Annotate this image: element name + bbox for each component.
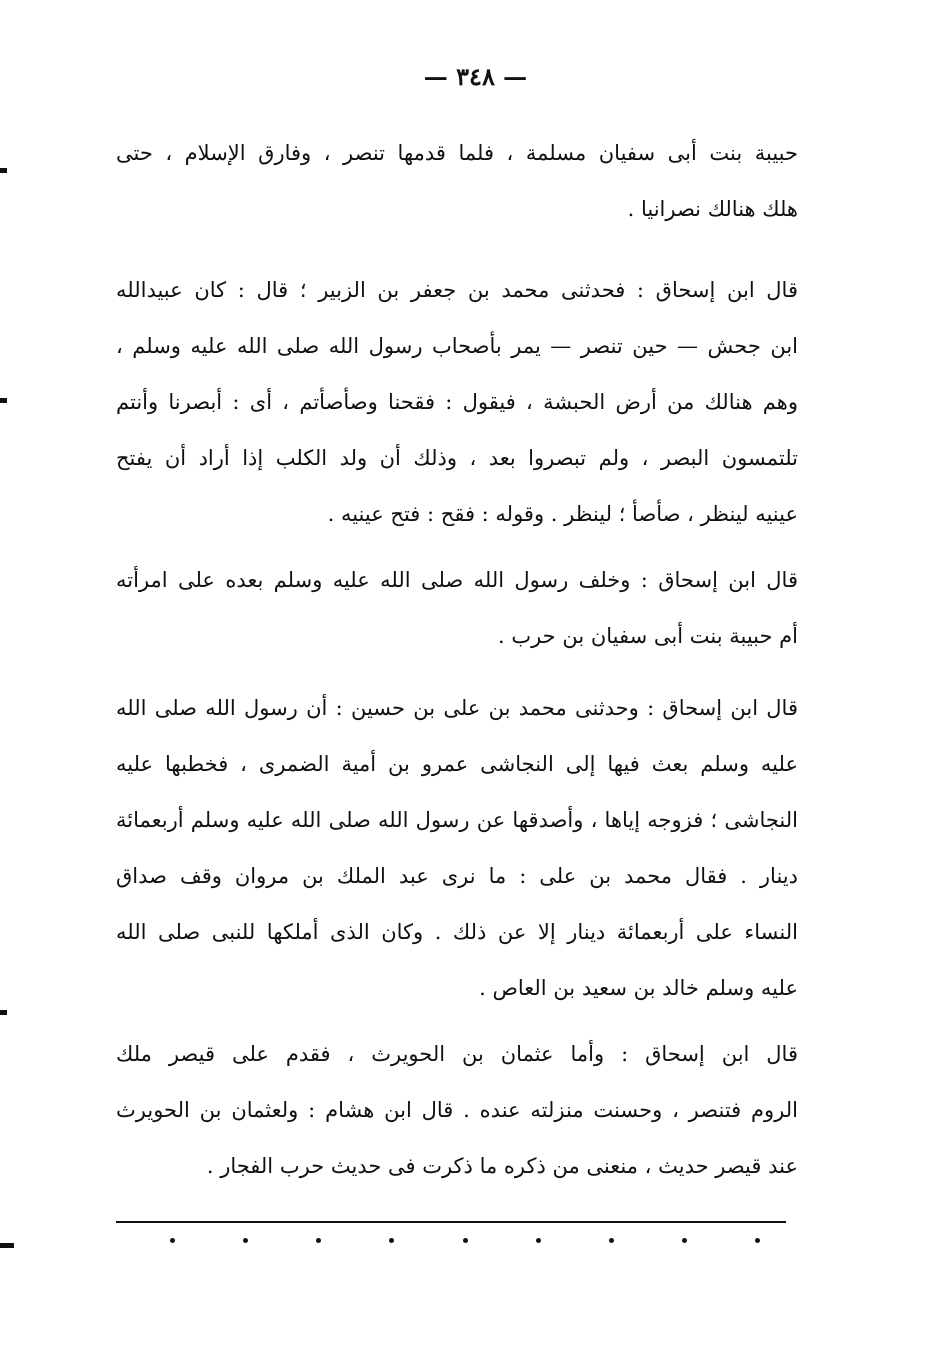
text-line: قال ابن إسحاق : فحدثنى محمد بن جعفر بن الزبير ؛ قال : كان عبيدالله: [116, 278, 798, 302]
text-line: عند قيصر حديث ، منعنى من ذكره ما ذكرت فى حديث حرب الفجار .: [206, 1154, 798, 1178]
text-line: دينار . فقال محمد بن على : ما نرى عبد الملك بن مروان وقف صداق: [116, 864, 798, 888]
margin-mark: [0, 1243, 14, 1248]
text-line: حبيبة بنت أبى سفيان مسلمة ، فلما قدمها تنصر ، وفارق الإسلام ، حتى: [116, 141, 798, 165]
text-line: عينيه لينظر ، صأصأ ؛ لينظر . وقوله : فقح : فتح عينيه .: [327, 502, 798, 526]
dot-ornament: [609, 1238, 614, 1243]
paragraph-5: [116, 1026, 798, 1194]
dot-ornament: [536, 1238, 541, 1243]
text-line: قال ابن إسحاق : وأما عثمان بن الحويرث ، فقدم على قيصر ملك: [116, 1042, 798, 1066]
margin-mark: [0, 168, 7, 173]
text-line: النساء على أربعمائة دينار إلا عن ذلك . وكان الذى أملكها للنبى صلى الله: [116, 920, 798, 944]
dot-ornament: [316, 1238, 321, 1243]
dot-ornament: [682, 1238, 687, 1243]
dot-ornament: [463, 1238, 468, 1243]
footer-rule: [116, 1221, 786, 1223]
paragraph-3: [116, 552, 798, 664]
text-line: أم حبيبة بنت أبى سفيان بن حرب .: [497, 624, 798, 648]
text-line: عليه وسلم خالد بن سعيد بن العاص .: [479, 976, 798, 1000]
margin-mark: [0, 398, 7, 403]
text-line: وهم هنالك من أرض الحبشة ، فيقول : فقحنا وصأصأتم ، أى : أبصرنا وأنتم: [116, 390, 798, 414]
dot-ornament: [170, 1238, 175, 1243]
text-line: قال ابن إسحاق : وخلف رسول الله صلى الله عليه وسلم بعده على امرأته: [116, 568, 798, 592]
text-line: الروم فتنصر ، وحسنت منزلته عنده . قال ابن هشام : ولعثمان بن الحويرث: [116, 1098, 798, 1122]
dot-ornament: [389, 1238, 394, 1243]
dot-ornament: [243, 1238, 248, 1243]
text-line: ابن جحش — حين تنصر — يمر بأصحاب رسول الله صلى الله عليه وسلم ،: [116, 334, 798, 358]
page-number: — ٣٤٨ —: [423, 62, 528, 91]
paragraph-4: [116, 680, 798, 1016]
text-line: تلتمسون البصر ، ولم تبصروا بعد ، وذلك أن ولد الكلب إذا أراد أن يفتح: [116, 446, 798, 470]
text-line: النجاشى ؛ فزوجه إياها ، وأصدقها عن رسول الله صلى الله عليه وسلم أربعمائة: [116, 808, 798, 832]
footer-dots: [170, 1238, 760, 1243]
text-line: هلك هنالك نصرانيا .: [627, 197, 798, 221]
paragraph-2: [116, 262, 798, 542]
paragraph-1: [116, 125, 798, 237]
text-line: قال ابن إسحاق : وحدثنى محمد بن على بن حسين : أن رسول الله صلى الله: [116, 696, 798, 720]
margin-mark: [0, 1010, 7, 1015]
dot-ornament: [755, 1238, 760, 1243]
text-line: عليه وسلم بعث فيها إلى النجاشى عمرو بن أمية الضمرى ، فخطبها عليه: [116, 752, 798, 776]
